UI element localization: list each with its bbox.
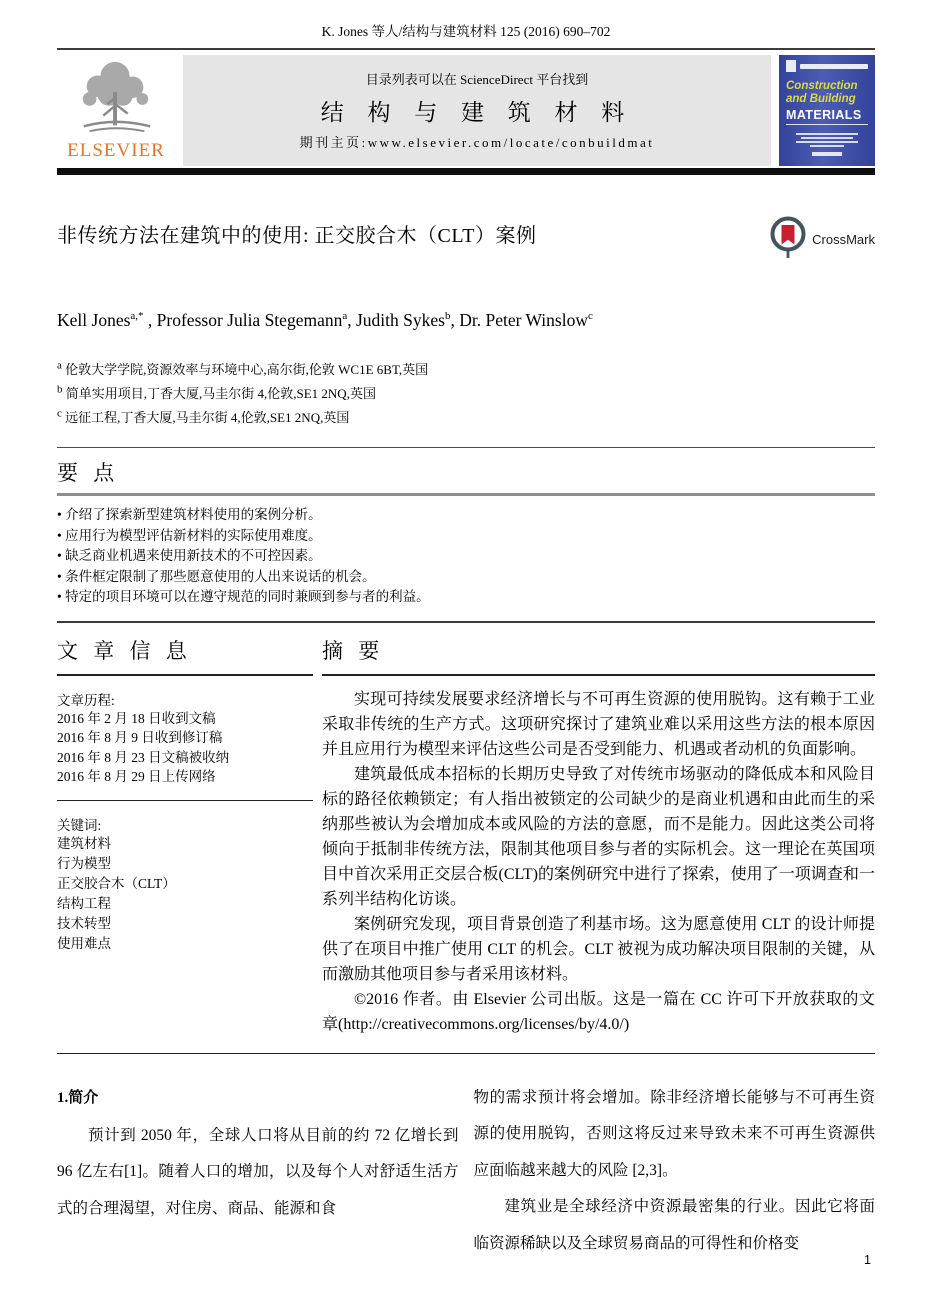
journal-cover [779, 55, 875, 166]
journal-banner-row [57, 55, 875, 166]
cover-title-line2: and Building [786, 93, 856, 105]
keywords-label: 关键词: [57, 817, 102, 833]
highlight-item: • 介绍了探索新型建筑材料使用的案例分析。 [57, 505, 875, 526]
highlights-heading-rule [57, 493, 875, 496]
elsevier-mini-logo-icon [786, 60, 796, 72]
history-item: 2016 年 8 月 9 日收到修订稿 [57, 730, 223, 745]
keyword: 建筑材料 [57, 835, 111, 851]
keyword: 技术转型 [57, 915, 111, 931]
elsevier-wordmark: ELSEVIER [67, 140, 165, 161]
cover-top-rule [800, 64, 868, 69]
body-paragraph: 预计到 2050 年，全球人口将从目前的约 72 亿增长到 96 亿左右[1]。随着人口的增加，以及每个人对舒适生活方式的合理渴望，对住房、商品、能源和食 [57, 1126, 459, 1217]
author: Kell Jones$^{a,*}$ , [57, 310, 157, 330]
header-black-bar [57, 168, 875, 175]
availability-note: 目录列表可以在 ScienceDirect 平台找到 [365, 72, 589, 87]
crossmark-badge[interactable] [769, 215, 875, 264]
affiliation: $^c$ 远征工程,丁香大厦,马圭尔街 4,伦敦,SE1 2NQ,英国 [57, 407, 350, 425]
affiliation: $^a$ 伦敦大学学院,资源效率与环境中心,高尔街,伦敦 WC1E 6BT,英国 [57, 359, 429, 377]
author: Professor Julia Stegemann$^a$, [156, 310, 356, 330]
abstract-panel [322, 635, 875, 1037]
abstract-heading: 摘 要 [322, 635, 875, 676]
keyword: 结构工程 [57, 895, 111, 911]
highlights-list [57, 505, 875, 608]
page-title: 非传统方法在建筑中的使用: 正交胶合木（CLT）案例 [57, 225, 537, 247]
page-number: 1 [864, 1253, 871, 1267]
history-item: 2016 年 2 月 18 日收到文稿 [57, 710, 216, 726]
highlights-heading: 要 点 [57, 461, 120, 485]
affiliation: $^b$ 简单实用项目,丁香大厦,马圭尔街 4,伦敦,SE1 2NQ,英国 [57, 383, 376, 401]
crossmark-icon [769, 215, 807, 264]
body-right-column [474, 1080, 876, 1263]
running-head: K. Jones 等人/结构与建筑材料 125 (2016) 690–702 [321, 24, 611, 39]
keywords-divider [57, 800, 313, 801]
highlights-top-rule [57, 447, 875, 448]
keyword: 使用难点 [57, 935, 111, 951]
highlight-item: • 应用行为模型评估新材料的实际使用难度。 [57, 526, 875, 547]
abstract-copyright: ©2016 作者。由 Elsevier 公司出版。这是一篇在 CC 许可下开放获取的文章(http://creativecommons.org/licenses/by/4.0/) [322, 990, 875, 1033]
section-1-heading: 1.简介 [57, 1089, 99, 1106]
keyword: 正交胶合木（CLT） [57, 875, 176, 891]
cover-header [786, 60, 868, 72]
body-left-column [57, 1080, 459, 1263]
crossmark-label: CrossMark [812, 232, 875, 247]
abstract-paragraph: 建筑最低成本招标的长期历史导致了对传统市场驱动的降低成本和风险目标的路径依赖锁定；有人指出被锁定的公司缺少的是商业机遇和由此而生的采纳那些被认为会增加成本或风险的方法的意愿，而不是能力。因此这类公司将倾向于抵制非传统方法，限制其他项目参与者的实际机会。这一理论在英国项目中首次采用正交层合板(CLT)的案例研究中进行了探索，使用了一项调查和一系列半结构化访谈。 [322, 765, 875, 908]
history-item: 2016 年 8 月 23 日文稿被收纳 [57, 749, 230, 765]
elsevier-tree-icon [72, 55, 160, 139]
history-item: 2016 年 8 月 29 日上传网络 [57, 769, 216, 784]
affiliation-list [57, 358, 875, 430]
header-rule [57, 48, 875, 50]
body-divider [57, 1053, 875, 1054]
highlight-item: • 缺乏商业机遇来使用新技术的不可控因素。 [57, 546, 875, 567]
journal-banner [183, 55, 771, 166]
elsevier-logo [57, 55, 175, 166]
cover-title-line3: MATERIALS [786, 108, 868, 125]
journal-title: 结 构 与 建 筑 材 料 [320, 99, 634, 125]
abstract-paragraph: 实现可持续发展要求经济增长与不可再生资源的使用脱钩。这有赖于工业采取非传统的生产方式。这项研究探讨了建筑业难以采用这些方法的根本原因并且应用行为模型来评估这些公司是否受到能力、机遇或者动机的负面影响。 [322, 690, 875, 758]
article-info-heading: 文 章 信 息 [57, 635, 313, 676]
highlight-item: • 条件框定限制了那些愿意使用的人出来说话的机会。 [57, 567, 875, 588]
cover-footer-mark [812, 152, 842, 156]
highlight-item: • 特定的项目环境可以在遵守规范的同时兼顾到参与者的利益。 [57, 587, 875, 608]
abstract-paragraph: 案例研究发现，项目背景创造了利基市场。这为愿意使用 CLT 的设计师提供了在项目中推广使用 CLT 的机会。CLT 被视为成功解决项目限制的关键，从而激励其他项目参与者采用该材料。 [322, 915, 875, 983]
article-history-label: 文章历程: [57, 692, 115, 708]
article-info-panel [57, 635, 313, 1037]
journal-homepage-link[interactable]: 期刊主页:www.elsevier.com/locate/conbuildmat [299, 135, 655, 150]
cover-subtext-lines [796, 133, 858, 149]
body-paragraph: 建筑业是全球经济中资源最密集的行业。因此它将面临资源稀缺以及全球贸易商品的可得性和价格变 [473, 1198, 875, 1252]
keyword: 行为模型 [57, 855, 111, 871]
author: Dr. Peter Winslow$^c$ [459, 310, 593, 330]
section-divider [57, 621, 875, 623]
author: Judith Sykes$^b$, [355, 310, 460, 330]
author-list [57, 310, 875, 331]
cover-title-line1: Construction [786, 80, 858, 92]
body-paragraph: 物的需求预计将会增加。除非经济增长能够与不可再生资源的使用脱钩，否则这将反过来导致未来不可再生资源供应面临越来越大的风险 [2,3]。 [473, 1088, 875, 1179]
